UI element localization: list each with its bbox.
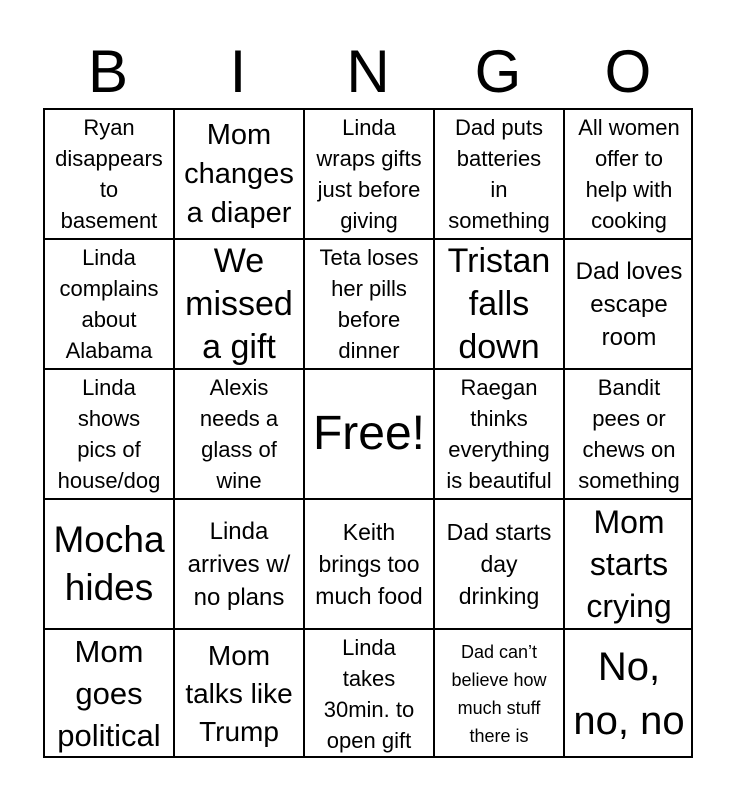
bingo-cell[interactable] [433, 498, 563, 628]
bingo-cell[interactable] [433, 108, 563, 238]
cell-text: Bandit pees or chews on something [578, 375, 680, 493]
bingo-cell[interactable] [433, 238, 563, 368]
cell-text: Mom talks like Trump [185, 640, 293, 747]
cell-text: Mom goes political [57, 634, 161, 753]
bingo-cell[interactable] [563, 368, 693, 498]
cell-text: Linda takes 30min. to open gift [323, 635, 415, 753]
cell-text: All women offer to help with cooking [578, 115, 680, 233]
bingo-cell[interactable] [43, 238, 173, 368]
free-space-cell[interactable] [303, 368, 433, 498]
cell-text: Linda complains about Alabama [59, 245, 159, 363]
header-letter-b: B [87, 38, 129, 105]
bingo-cell[interactable] [173, 238, 303, 368]
bingo-cell[interactable] [303, 498, 433, 628]
bingo-cell[interactable] [303, 108, 433, 238]
free-space-text: Free! [312, 407, 426, 460]
bingo-cell[interactable] [433, 368, 563, 498]
bingo-card [43, 108, 693, 758]
header-letter-n: N [346, 38, 390, 105]
bingo-cell[interactable] [563, 108, 693, 238]
bingo-cell[interactable] [563, 498, 693, 628]
bingo-cell[interactable] [43, 628, 173, 758]
cell-text: We missed a gift [185, 241, 293, 366]
bingo-cell[interactable] [433, 628, 563, 758]
cell-text: Dad loves escape room [575, 257, 683, 351]
bingo-cell[interactable] [303, 628, 433, 758]
bingo-cell[interactable] [173, 498, 303, 628]
header-letter-g: G [474, 38, 522, 105]
cell-text: Alexis needs a glass of wine [199, 375, 279, 493]
cell-text: Keith brings too much food [315, 519, 423, 609]
bingo-cell[interactable] [173, 628, 303, 758]
cell-text: Dad starts day drinking [446, 519, 552, 609]
cell-text: Mom changes a diaper [184, 118, 294, 229]
header-letter-o: O [604, 38, 652, 105]
bingo-cell[interactable] [563, 238, 693, 368]
cell-text: Mocha hides [53, 519, 165, 608]
bingo-cell[interactable] [303, 238, 433, 368]
cell-text: Tristan falls down [447, 241, 551, 366]
cell-text: Mom starts crying [586, 504, 672, 624]
cell-text: Ryan disappears to basement [55, 115, 163, 233]
cell-text: Linda shows pics of house/dog [57, 375, 161, 493]
cell-text: Raegan thinks everything is beautiful [446, 375, 552, 493]
cell-text: Linda arrives w/ no plans [187, 517, 291, 611]
cell-text: Dad puts batteries in something [448, 115, 550, 233]
cell-text: Linda wraps gifts just before giving [316, 115, 422, 233]
bingo-cell[interactable] [563, 628, 693, 758]
bingo-header [43, 36, 693, 108]
bingo-cell[interactable] [173, 368, 303, 498]
bingo-cell[interactable] [43, 498, 173, 628]
header-letter-i: I [229, 38, 247, 105]
bingo-cell[interactable] [173, 108, 303, 238]
cell-text: Teta loses her pills before dinner [319, 245, 419, 363]
bingo-cell[interactable] [43, 108, 173, 238]
cell-text: Dad can’t believe how much stuff there is [451, 642, 547, 746]
bingo-cell[interactable] [43, 368, 173, 498]
cell-text: No, no, no [573, 645, 685, 743]
